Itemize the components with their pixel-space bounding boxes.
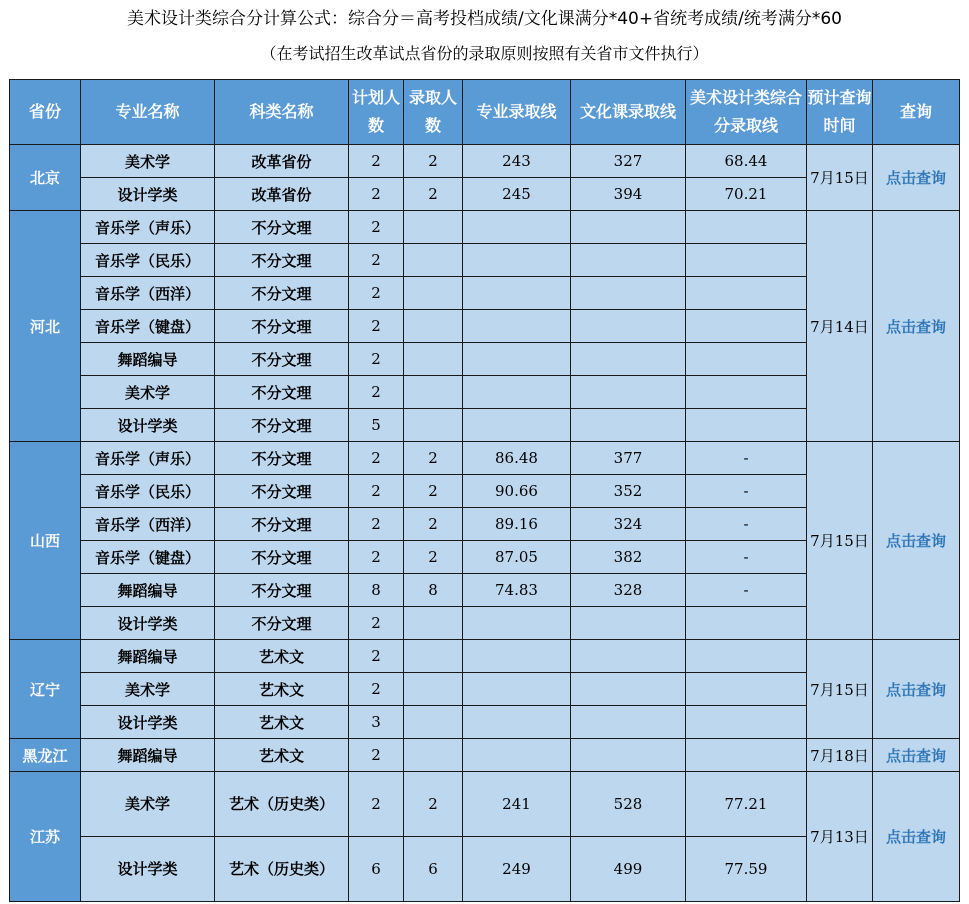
category-cell: 不分文理 [215,574,349,607]
major-line-cell: 89.16 [463,508,571,541]
admitted-cell: 8 [404,574,463,607]
composite-line-cell [686,376,807,409]
table-row [10,739,960,772]
col-header-date: 预计查询时间 [807,80,873,145]
category-cell: 不分文理 [215,475,349,508]
culture-line-cell: 382 [571,541,686,574]
composite-line-cell: - [686,475,807,508]
plan-cell: 6 [349,837,404,902]
category-cell: 不分文理 [215,607,349,640]
major-cell: 设计学类 [81,178,215,211]
major-cell: 美术学 [81,376,215,409]
major-line-cell [463,343,571,376]
major-cell: 美术学 [81,145,215,178]
major-line-cell: 90.66 [463,475,571,508]
plan-cell: 2 [349,442,404,475]
query-link[interactable]: 点击查询 [873,640,960,739]
province-cell: 河北 [10,211,81,442]
category-cell: 不分文理 [215,376,349,409]
culture-line-cell [571,310,686,343]
composite-line-cell [686,409,807,442]
major-cell: 音乐学（声乐） [81,442,215,475]
category-cell: 不分文理 [215,277,349,310]
major-line-cell: 245 [463,178,571,211]
culture-line-cell: 499 [571,837,686,902]
col-header-query: 查询 [873,80,960,145]
table-row [10,442,960,475]
composite-line-cell: 77.59 [686,837,807,902]
province-cell: 山西 [10,442,81,640]
col-header-province: 省份 [10,80,81,145]
admitted-cell [404,244,463,277]
major-line-cell: 241 [463,772,571,837]
plan-cell: 2 [349,277,404,310]
major-cell: 设计学类 [81,706,215,739]
culture-line-cell [571,277,686,310]
culture-line-cell [571,640,686,673]
major-line-cell [463,706,571,739]
major-cell: 设计学类 [81,837,215,902]
major-cell: 音乐学（民乐） [81,475,215,508]
major-line-cell [463,277,571,310]
major-line-cell [463,376,571,409]
col-header-culture-line: 文化课录取线 [571,80,686,145]
plan-cell: 2 [349,310,404,343]
composite-line-cell [686,277,807,310]
query-link[interactable]: 点击查询 [873,442,960,640]
major-line-cell: 86.48 [463,442,571,475]
plan-cell: 2 [349,244,404,277]
admitted-cell: 2 [404,475,463,508]
admitted-cell: 2 [404,508,463,541]
major-cell: 设计学类 [81,607,215,640]
culture-line-cell: 394 [571,178,686,211]
province-cell: 辽宁 [10,640,81,739]
admitted-cell [404,343,463,376]
composite-line-cell [686,607,807,640]
col-header-category: 科类名称 [215,80,349,145]
admitted-cell [404,277,463,310]
admitted-cell [404,211,463,244]
note-text: （在考试招生改革试点省份的录取原则按照有关省市文件执行） [260,44,709,63]
composite-line-cell [686,706,807,739]
category-cell: 改革省份 [215,145,349,178]
major-cell: 音乐学（西洋） [81,508,215,541]
plan-cell: 2 [349,739,404,772]
category-cell: 艺术文 [215,640,349,673]
admitted-cell: 2 [404,145,463,178]
table-row [10,772,960,837]
category-cell: 不分文理 [215,442,349,475]
culture-line-cell: 377 [571,442,686,475]
major-line-cell: 243 [463,145,571,178]
query-date-cell: 7月15日 [807,640,873,739]
culture-line-cell: 327 [571,145,686,178]
admitted-cell: 2 [404,541,463,574]
culture-line-cell [571,409,686,442]
plan-cell: 2 [349,640,404,673]
major-line-cell [463,409,571,442]
major-cell: 舞蹈编导 [81,640,215,673]
admitted-cell [404,409,463,442]
composite-line-cell: 70.21 [686,178,807,211]
composite-line-cell: - [686,574,807,607]
composite-line-cell: - [686,541,807,574]
major-line-cell [463,310,571,343]
composite-line-cell [686,673,807,706]
major-line-cell [463,607,571,640]
province-cell: 北京 [10,145,81,211]
table-row [10,145,960,178]
major-cell: 舞蹈编导 [81,739,215,772]
col-header-admitted: 录取人数 [404,80,463,145]
plan-cell: 2 [349,508,404,541]
major-line-cell [463,640,571,673]
category-cell: 艺术文 [215,739,349,772]
major-line-cell [463,211,571,244]
major-cell: 美术学 [81,772,215,837]
admitted-cell: 2 [404,772,463,837]
composite-line-cell [686,244,807,277]
category-cell: 不分文理 [215,310,349,343]
culture-line-cell [571,673,686,706]
plan-cell: 2 [349,343,404,376]
formula-text: 美术设计类综合分计算公式：综合分＝高考投档成绩/文化课满分*40+省统考成绩/统考满分*60 [127,9,842,29]
query-date-cell: 7月18日 [807,739,873,772]
admitted-cell [404,376,463,409]
plan-cell: 2 [349,475,404,508]
plan-cell: 2 [349,376,404,409]
table-row [10,211,960,244]
plan-cell: 2 [349,145,404,178]
category-cell: 不分文理 [215,244,349,277]
province-cell: 江苏 [10,772,81,902]
query-link[interactable]: 点击查询 [873,772,960,902]
major-cell: 舞蹈编导 [81,574,215,607]
query-link[interactable]: 点击查询 [873,145,960,211]
category-cell: 艺术（历史类） [215,772,349,837]
composite-line-cell [686,640,807,673]
culture-line-cell: 352 [571,475,686,508]
category-cell: 不分文理 [215,541,349,574]
category-cell: 不分文理 [215,343,349,376]
admitted-cell: 2 [404,442,463,475]
col-header-plan: 计划人数 [349,80,404,145]
category-cell: 不分文理 [215,508,349,541]
major-cell: 音乐学（声乐） [81,211,215,244]
plan-cell: 2 [349,541,404,574]
composite-line-cell [686,310,807,343]
admitted-cell [404,739,463,772]
major-line-cell: 74.83 [463,574,571,607]
major-line-cell [463,244,571,277]
culture-line-cell [571,211,686,244]
table-row [10,640,960,673]
major-line-cell: 249 [463,837,571,902]
major-cell: 音乐学（键盘） [81,541,215,574]
culture-line-cell [571,376,686,409]
culture-line-cell: 324 [571,508,686,541]
major-cell: 美术学 [81,673,215,706]
table-header-row [10,80,960,145]
major-cell: 设计学类 [81,409,215,442]
category-cell: 改革省份 [215,178,349,211]
admitted-cell [404,607,463,640]
admitted-cell: 2 [404,178,463,211]
admitted-cell: 6 [404,837,463,902]
col-header-major-line: 专业录取线 [463,80,571,145]
culture-line-cell [571,244,686,277]
composite-line-cell: 68.44 [686,145,807,178]
query-date-cell: 7月13日 [807,772,873,902]
major-cell: 音乐学（民乐） [81,244,215,277]
plan-cell: 3 [349,706,404,739]
category-cell: 不分文理 [215,211,349,244]
query-link[interactable]: 点击查询 [873,211,960,442]
query-date-cell: 7月15日 [807,145,873,211]
table-body [10,145,960,902]
category-cell: 艺术文 [215,706,349,739]
plan-cell: 5 [349,409,404,442]
composite-line-cell [686,739,807,772]
plan-cell: 2 [349,673,404,706]
major-line-cell [463,739,571,772]
major-line-cell: 87.05 [463,541,571,574]
composite-line-cell [686,211,807,244]
plan-cell: 2 [349,178,404,211]
query-date-cell: 7月15日 [807,442,873,640]
admission-table [9,79,960,902]
admitted-cell [404,640,463,673]
plan-cell: 2 [349,211,404,244]
major-cell: 音乐学（西洋） [81,277,215,310]
query-date-cell: 7月14日 [807,211,873,442]
query-link[interactable]: 点击查询 [873,739,960,772]
composite-line-cell: 77.21 [686,772,807,837]
admitted-cell [404,706,463,739]
admitted-cell [404,673,463,706]
culture-line-cell: 528 [571,772,686,837]
major-cell: 音乐学（键盘） [81,310,215,343]
plan-cell: 2 [349,607,404,640]
composite-line-cell: - [686,508,807,541]
composite-line-cell: - [686,442,807,475]
col-header-composite-line: 美术设计类综合分录取线 [686,80,807,145]
plan-cell: 2 [349,772,404,837]
culture-line-cell: 328 [571,574,686,607]
admitted-cell [404,310,463,343]
culture-line-cell [571,706,686,739]
major-line-cell [463,673,571,706]
culture-line-cell [571,607,686,640]
major-cell: 舞蹈编导 [81,343,215,376]
province-cell: 黑龙江 [10,739,81,772]
culture-line-cell [571,739,686,772]
category-cell: 艺术（历史类） [215,837,349,902]
category-cell: 艺术文 [215,673,349,706]
composite-line-cell [686,343,807,376]
plan-cell: 8 [349,574,404,607]
col-header-major: 专业名称 [81,80,215,145]
category-cell: 不分文理 [215,409,349,442]
culture-line-cell [571,343,686,376]
